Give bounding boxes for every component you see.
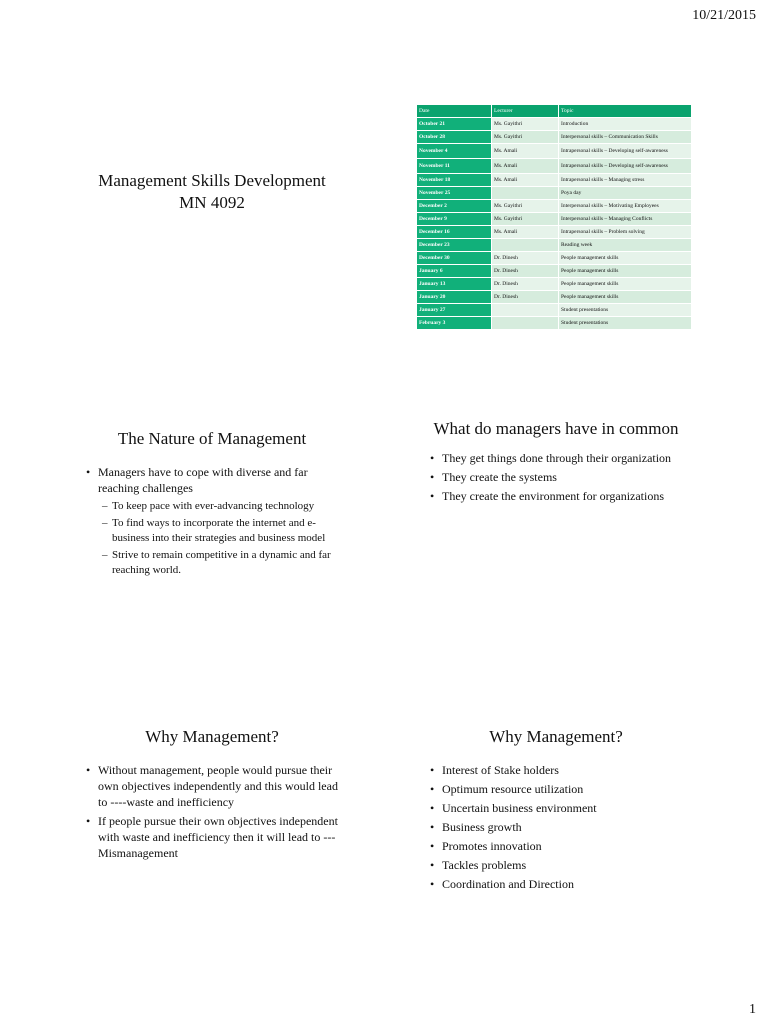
row-lecturer: Dr. Dinesh	[492, 252, 559, 265]
row-date: December 16	[417, 226, 492, 239]
row-date: December 30	[417, 252, 492, 265]
slide-why-management-2	[424, 726, 688, 895]
row-topic: Poya day	[559, 187, 692, 200]
row-topic: Interpersonal skills – Communication Skills	[559, 131, 692, 144]
row-date: January 27	[417, 304, 492, 317]
row-topic: Interpersonal skills – Motivating Employees	[559, 200, 692, 213]
slide-heading: Why Management?	[489, 727, 623, 746]
table-row	[417, 239, 692, 252]
table-row	[417, 317, 692, 330]
table-header-row	[417, 105, 692, 118]
table-row	[417, 200, 692, 213]
row-topic: Interpersonal skills – Managing Conflicts	[559, 213, 692, 226]
bullet-list	[424, 450, 688, 504]
row-lecturer	[492, 317, 559, 330]
bullet-list	[80, 762, 344, 861]
bullet-item: • Coordination and Direction	[430, 876, 688, 892]
table-row	[417, 131, 692, 144]
row-date: January 20	[417, 291, 492, 304]
row-lecturer: Ms. Gayithri	[492, 118, 559, 131]
row-date: November 18	[417, 174, 492, 187]
row-topic: Intrapersonal skills – Managing stress	[559, 174, 692, 187]
table-row	[417, 278, 692, 291]
row-date: January 13	[417, 278, 492, 291]
bullet-item: • They get things done through their organization	[430, 450, 688, 466]
table-row	[417, 187, 692, 200]
row-lecturer	[492, 304, 559, 317]
row-topic: Intrapersonal skills – Problem solving	[559, 226, 692, 239]
table-row	[417, 304, 692, 317]
bullet-list	[424, 762, 688, 892]
bullet-item: • Uncertain business environment	[430, 800, 688, 816]
bullet-item: • Optimum resource utilization	[430, 781, 688, 797]
row-date: November 4	[417, 144, 492, 159]
bullet-item: • Promotes innovation	[430, 838, 688, 854]
sub-bullet-item: – To find ways to incorporate the internet and e-business into their strategies and business model	[102, 516, 344, 546]
bullet-list	[80, 464, 344, 578]
row-topic: People management skills	[559, 265, 692, 278]
row-lecturer: Ms. Gayithri	[492, 213, 559, 226]
row-date: October 28	[417, 131, 492, 144]
row-lecturer: Ms. Amali	[492, 226, 559, 239]
sub-bullet-item: – Strive to remain competitive in a dynamic and far reaching world.	[102, 548, 344, 578]
row-topic: Intrapersonal skills – Developing self-awareness	[559, 159, 692, 174]
slide-heading: Why Management?	[145, 727, 279, 746]
row-topic: Intrapersonal skills – Developing self-awareness	[559, 144, 692, 159]
row-topic: People management skills	[559, 252, 692, 265]
table-row	[417, 118, 692, 131]
slide-nature-of-management	[80, 428, 344, 580]
bullet-item: • Business growth	[430, 819, 688, 835]
slide-managers-common	[424, 418, 688, 507]
sub-bullet-item: – To keep pace with ever-advancing technology	[102, 499, 344, 514]
row-date: October 21	[417, 118, 492, 131]
row-lecturer: Dr. Dinesh	[492, 291, 559, 304]
table-row	[417, 291, 692, 304]
row-lecturer: Ms. Amali	[492, 174, 559, 187]
row-lecturer	[492, 187, 559, 200]
row-topic: Student presentations	[559, 317, 692, 330]
slide-heading: The Nature of Management	[117, 429, 307, 448]
row-lecturer: Dr. Dinesh	[492, 265, 559, 278]
row-topic: Reading week	[559, 239, 692, 252]
row-date: December 9	[417, 213, 492, 226]
bullet-item: • Managers have to cope with diverse and far reaching challenges	[86, 464, 344, 496]
slide-title	[80, 170, 344, 214]
row-lecturer: Dr. Dinesh	[492, 278, 559, 291]
page-number: 1	[749, 1002, 756, 1017]
row-date: February 3	[417, 317, 492, 330]
bullet-item: • They create the environment for organizations	[430, 488, 688, 504]
slide-heading: What do managers have in common	[433, 419, 679, 438]
table-row	[417, 174, 692, 187]
row-lecturer: Ms. Gayithri	[492, 131, 559, 144]
table-row	[417, 252, 692, 265]
table-row	[417, 213, 692, 226]
row-date: December 23	[417, 239, 492, 252]
row-topic: Introduction	[559, 118, 692, 131]
row-date: January 6	[417, 265, 492, 278]
row-topic: People management skills	[559, 278, 692, 291]
bullet-item: • Interest of Stake holders	[430, 762, 688, 778]
row-topic: People management skills	[559, 291, 692, 304]
course-title: Management Skills Development	[98, 171, 326, 190]
slide-why-management-1	[80, 726, 344, 864]
table-row	[417, 144, 692, 159]
row-lecturer	[492, 239, 559, 252]
row-topic: Student presentations	[559, 304, 692, 317]
table-row	[417, 226, 692, 239]
bullet-item: • Without management, people would pursue their own objectives independently and this would lead to ----waste and inefficiency	[86, 762, 344, 810]
header-topic: Topic	[559, 105, 692, 118]
bullet-item: • If people pursue their own objectives independent with waste and inefficiency then it will lead to --- Mismanagement	[86, 813, 344, 861]
row-date: December 2	[417, 200, 492, 213]
row-lecturer: Ms. Gayithri	[492, 200, 559, 213]
bullet-item: • Tackles problems	[430, 857, 688, 873]
print-date: 10/21/2015	[692, 8, 756, 23]
table-row	[417, 265, 692, 278]
schedule-table	[416, 104, 692, 330]
header-date: Date	[417, 105, 492, 118]
header-lecturer: Lecturer	[492, 105, 559, 118]
course-code: MN 4092	[179, 193, 245, 212]
row-lecturer: Ms. Amali	[492, 144, 559, 159]
row-date: November 11	[417, 159, 492, 174]
row-lecturer: Ms. Amali	[492, 159, 559, 174]
bullet-item: • They create the systems	[430, 469, 688, 485]
table-row	[417, 159, 692, 174]
row-date: November 25	[417, 187, 492, 200]
